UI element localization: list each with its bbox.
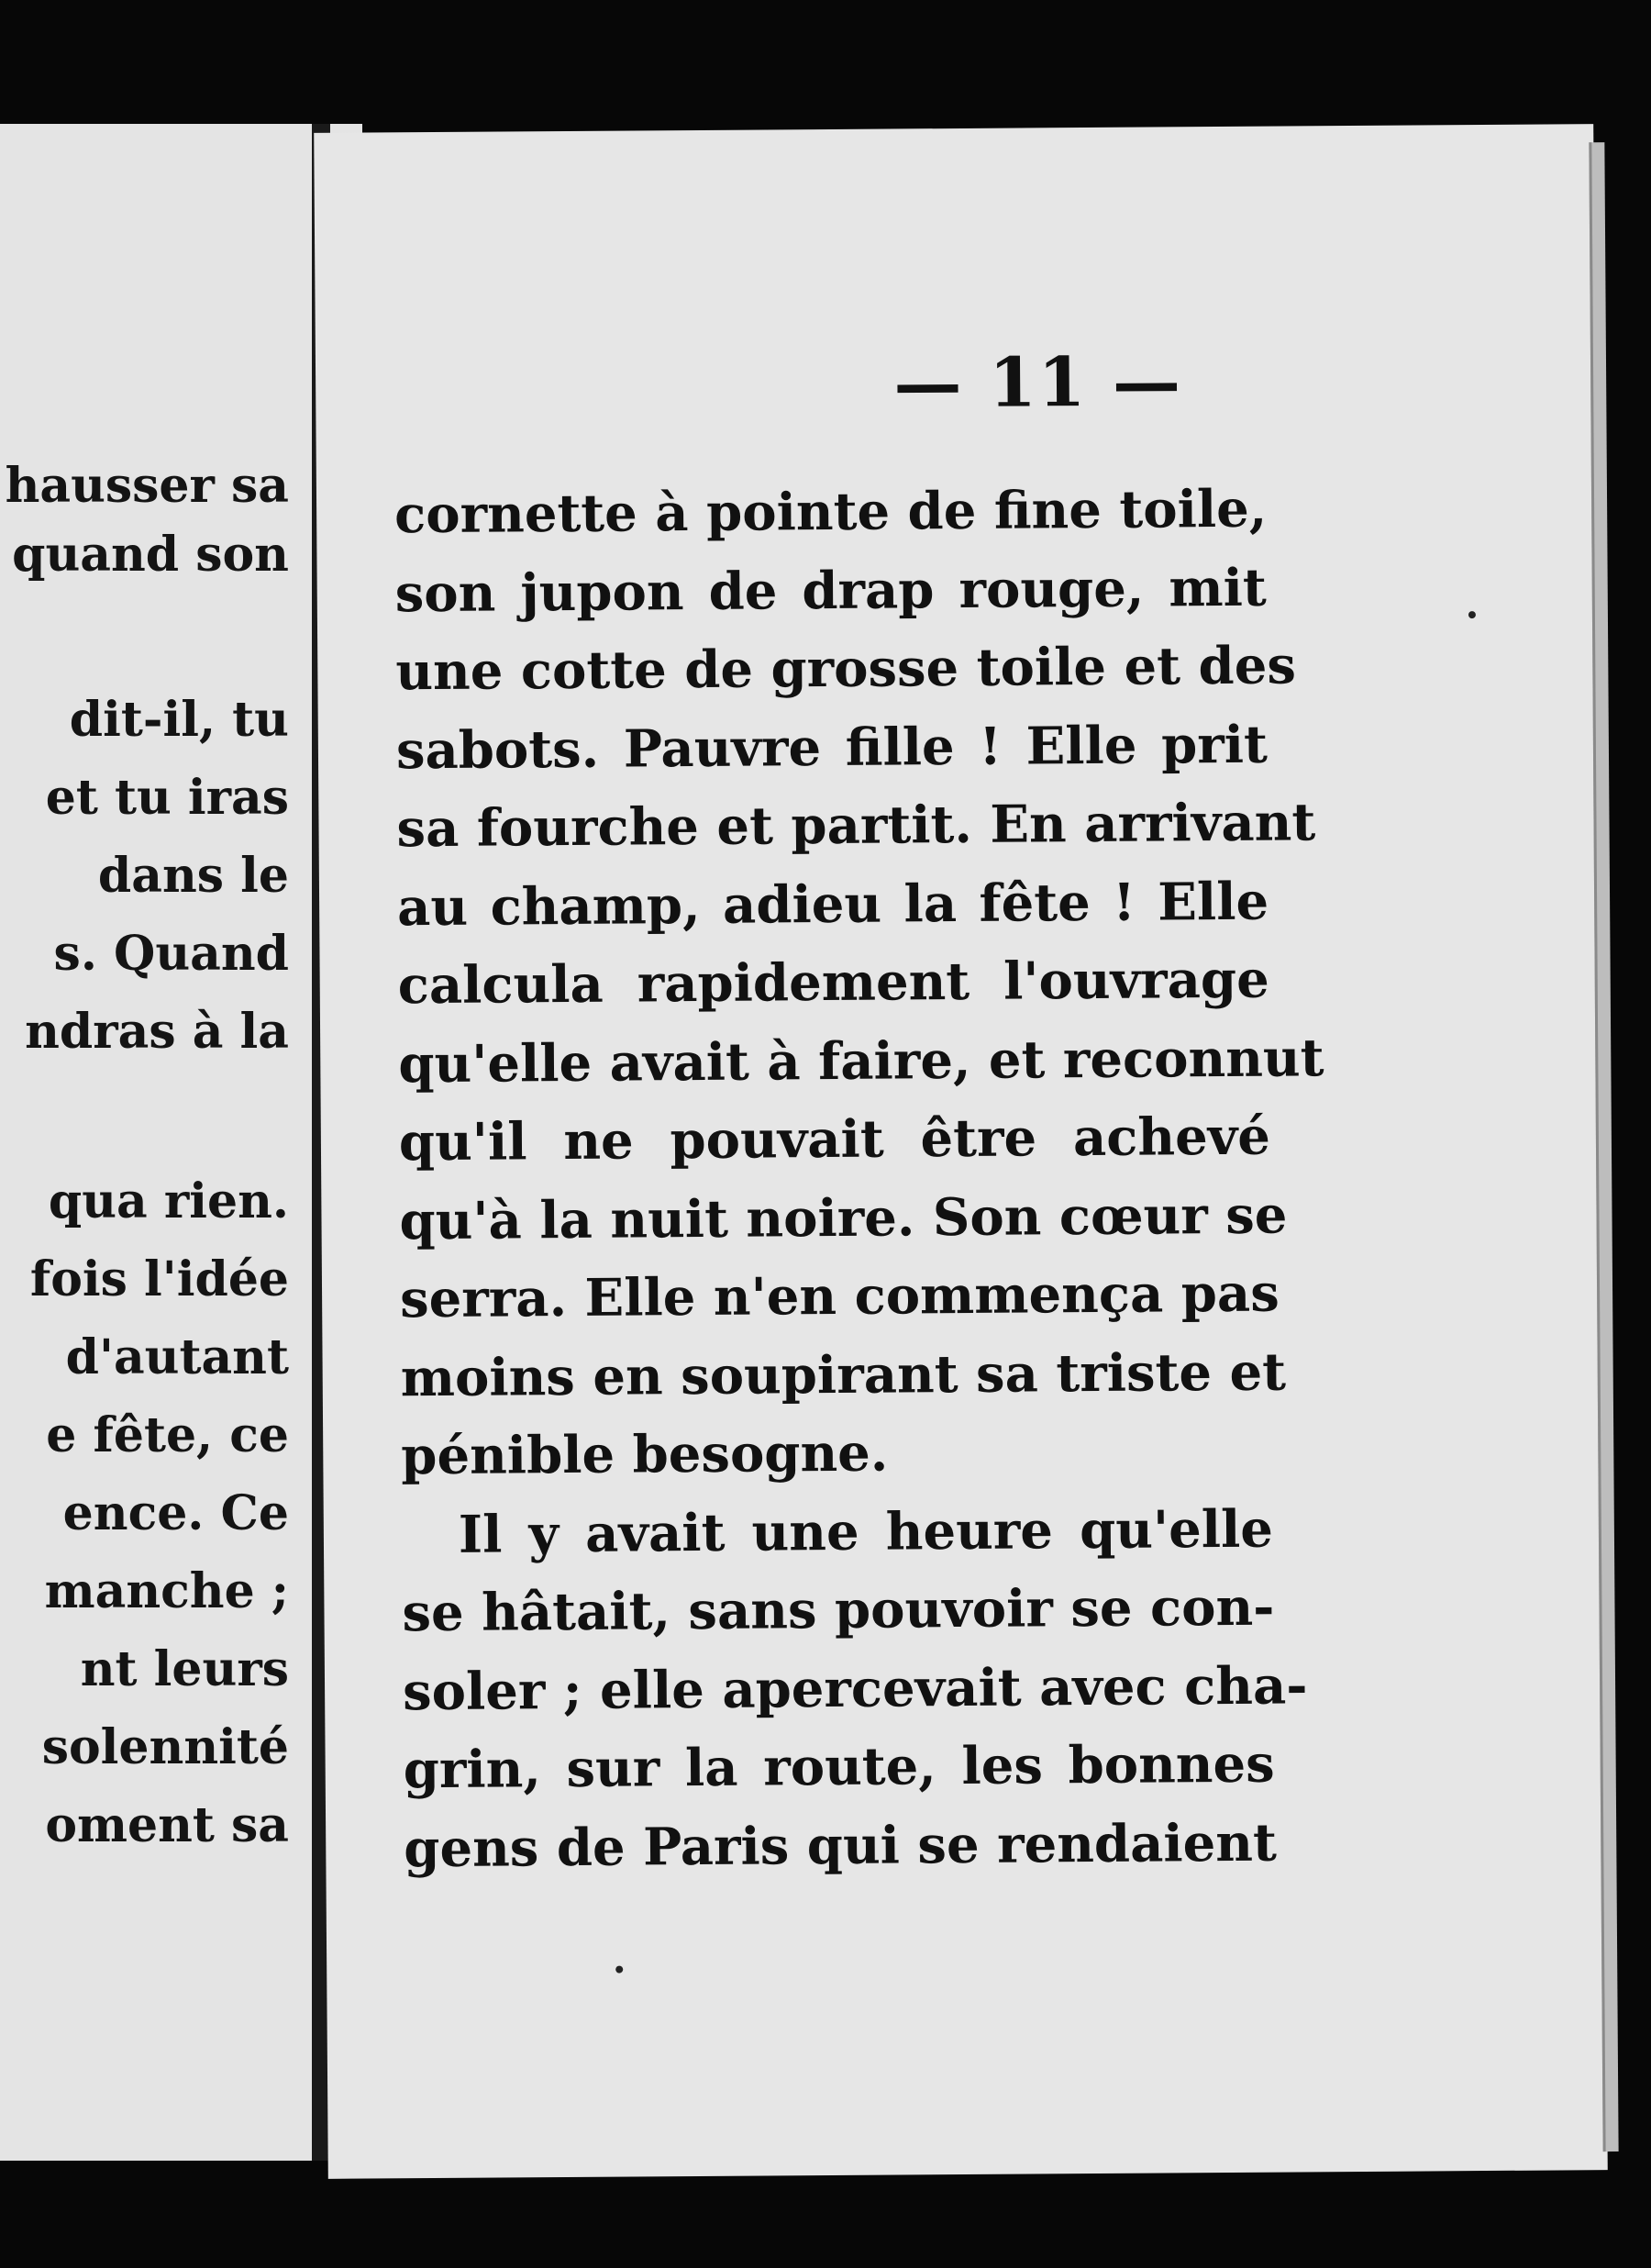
- previous-page-line: quand son: [12, 527, 289, 583]
- previous-page-line: d'autant: [65, 1329, 289, 1385]
- text-line: serra. Elle n'en commença pas: [399, 1262, 1280, 1330]
- text-line: grin, sur la route, les bonnes: [403, 1733, 1275, 1801]
- text-line: qu'à la nuit noire. Son cœur se: [399, 1184, 1288, 1251]
- previous-page-line: solennité: [41, 1719, 289, 1775]
- previous-page-line: ence. Ce: [62, 1485, 289, 1541]
- text-line: son jupon de drap rouge, mit: [394, 557, 1267, 624]
- previous-page-line: dans le: [97, 848, 289, 904]
- current-page: [314, 124, 1608, 2179]
- text-line: calcula rapidement l'ouvrage: [397, 949, 1269, 1017]
- text-line: Il y avait une heure qu'elle: [458, 1498, 1274, 1565]
- previous-page-line: e fête, ce: [46, 1407, 289, 1463]
- previous-page-line: qua rien.: [48, 1173, 289, 1229]
- text-line: moins en soupirant sa triste et: [400, 1341, 1287, 1408]
- previous-page-line: et tu iras: [45, 770, 289, 826]
- text-line: gens de Paris qui se rendaient: [404, 1812, 1278, 1879]
- text-line: pénible besogne.: [401, 1422, 889, 1487]
- previous-page-fragment: [0, 124, 362, 2161]
- previous-page-line: dit-il, tu: [69, 692, 289, 748]
- text-line: se hâtait, sans pouvoir se con-: [402, 1576, 1275, 1644]
- text-line: soler ; elle apercevait avec cha-: [402, 1654, 1308, 1722]
- text-line: sabots. Pauvre fille ! Elle prit: [395, 714, 1269, 781]
- text-line: sa fourche et partit. En arrivant: [396, 792, 1316, 860]
- text-line: au champ, adieu la fête ! Elle: [396, 871, 1269, 938]
- paragraph-1: [393, 471, 1324, 1496]
- ink-speck: [1468, 611, 1476, 618]
- text-line: cornette à pointe de fine toile,: [393, 478, 1268, 546]
- previous-page-line: manche ;: [44, 1563, 289, 1619]
- previous-page-line: nt leurs: [80, 1641, 289, 1697]
- previous-page-line: hausser sa: [5, 458, 289, 514]
- previous-page-line: s. Quand: [53, 926, 289, 982]
- text-line: qu'il ne pouvait être achevé: [398, 1106, 1271, 1173]
- paragraph-2: [402, 1490, 1308, 1888]
- previous-page-line: oment sa: [45, 1797, 289, 1853]
- ink-speck: [615, 1966, 623, 1973]
- page-body: [393, 471, 1324, 1889]
- previous-page-line: fois l'idée: [29, 1251, 289, 1307]
- page-edge: [1589, 142, 1618, 2151]
- text-line: qu'elle avait à faire, et reconnut: [398, 1027, 1324, 1095]
- text-line: une cotte de grosse toile et des: [395, 635, 1297, 703]
- page-number: — 11 —: [893, 342, 1183, 424]
- previous-page-line: ndras à la: [25, 1004, 289, 1060]
